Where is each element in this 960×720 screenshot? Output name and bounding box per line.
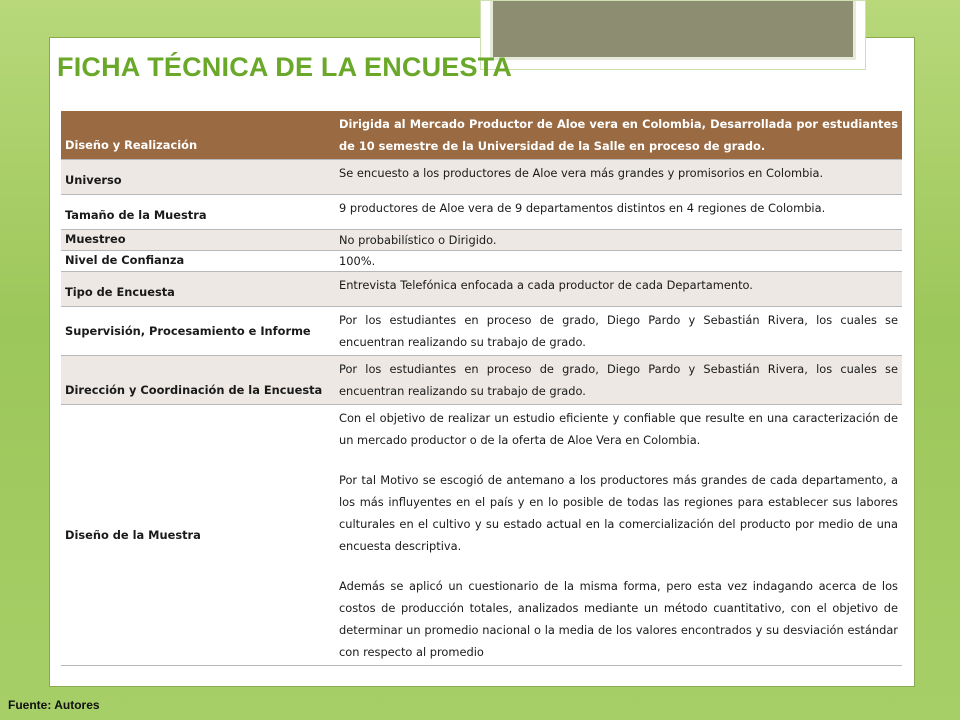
row-paragraph: Por tal Motivo se escogió de antemano a los productores más grandes de cada departamento, a los más influyentes en el país y en lo posible de todas las regiones para establecer sus labores culturales en el cultivo y su estado actual en la comercialización del producto por medio de una encuesta descriptiva. [339,473,898,553]
row-label: Muestreo [61,230,335,251]
header-image-frame [480,0,866,70]
row-paragraph: Además se aplicó un cuestionario de la misma forma, pero esta vez indagando acerca de los costos de producción totales, analizados mediante un método cuantitativo, con el objetivo de determinar un promedio nacional o la media de los valores encontrados y su desviación estándar con respecto al promedio [339,579,898,659]
table-row [61,272,902,307]
survey-spec-table [61,111,902,666]
row-label: Universo [61,160,335,195]
table-row [61,111,902,160]
source-caption: Fuente: Autores [8,698,100,712]
row-label: Tipo de Encuesta [61,272,335,307]
row-value: Por los estudiantes en proceso de grado, Diego Pardo y Sebastián Rivera, los cuales se encuentran realizando su trabajo de grado. [335,356,902,405]
row-label: Diseño y Realización [61,111,335,160]
slide-title: FICHA TÉCNICA DE LA ENCUESTA [57,52,513,82]
table-row [61,251,902,272]
row-label: Diseño de la Muestra [61,405,335,666]
table-row [61,356,902,405]
row-value: Entrevista Telefónica enfocada a cada productor de cada Departamento. [335,272,902,307]
row-value: Por los estudiantes en proceso de grado, Diego Pardo y Sebastián Rivera, los cuales se encuentran realizando su trabajo de grado. [335,307,902,356]
table-row [61,160,902,195]
row-label: Dirección y Coordinación de la Encuesta [61,356,335,405]
row-label: Tamaño de la Muestra [61,195,335,230]
row-paragraph: Con el objetivo de realizar un estudio eficiente y confiable que resulte en una caracterización de un mercado productor o de la oferta de Aloe Vera en Colombia. [339,411,898,447]
row-value: 9 productores de Aloe vera de 9 departamentos distintos en 4 regiones de Colombia. [335,195,902,230]
row-label: Supervisión, Procesamiento e Informe [61,307,335,356]
row-value [335,405,902,666]
row-value: Dirigida al Mercado Productor de Aloe vera en Colombia, Desarrollada por estudiantes de 10 semestre de la Universidad de la Salle en proceso de grado. [335,111,902,160]
row-value: 100%. [335,251,902,272]
table-row [61,307,902,356]
table-row [61,405,902,666]
row-value: No probabilístico o Dirigido. [335,230,902,251]
header-image [490,1,856,60]
table-row [61,195,902,230]
row-label: Nivel de Confianza [61,251,335,272]
row-value: Se encuesto a los productores de Aloe vera más grandes y promisorios en Colombia. [335,160,902,195]
table-row [61,230,902,251]
